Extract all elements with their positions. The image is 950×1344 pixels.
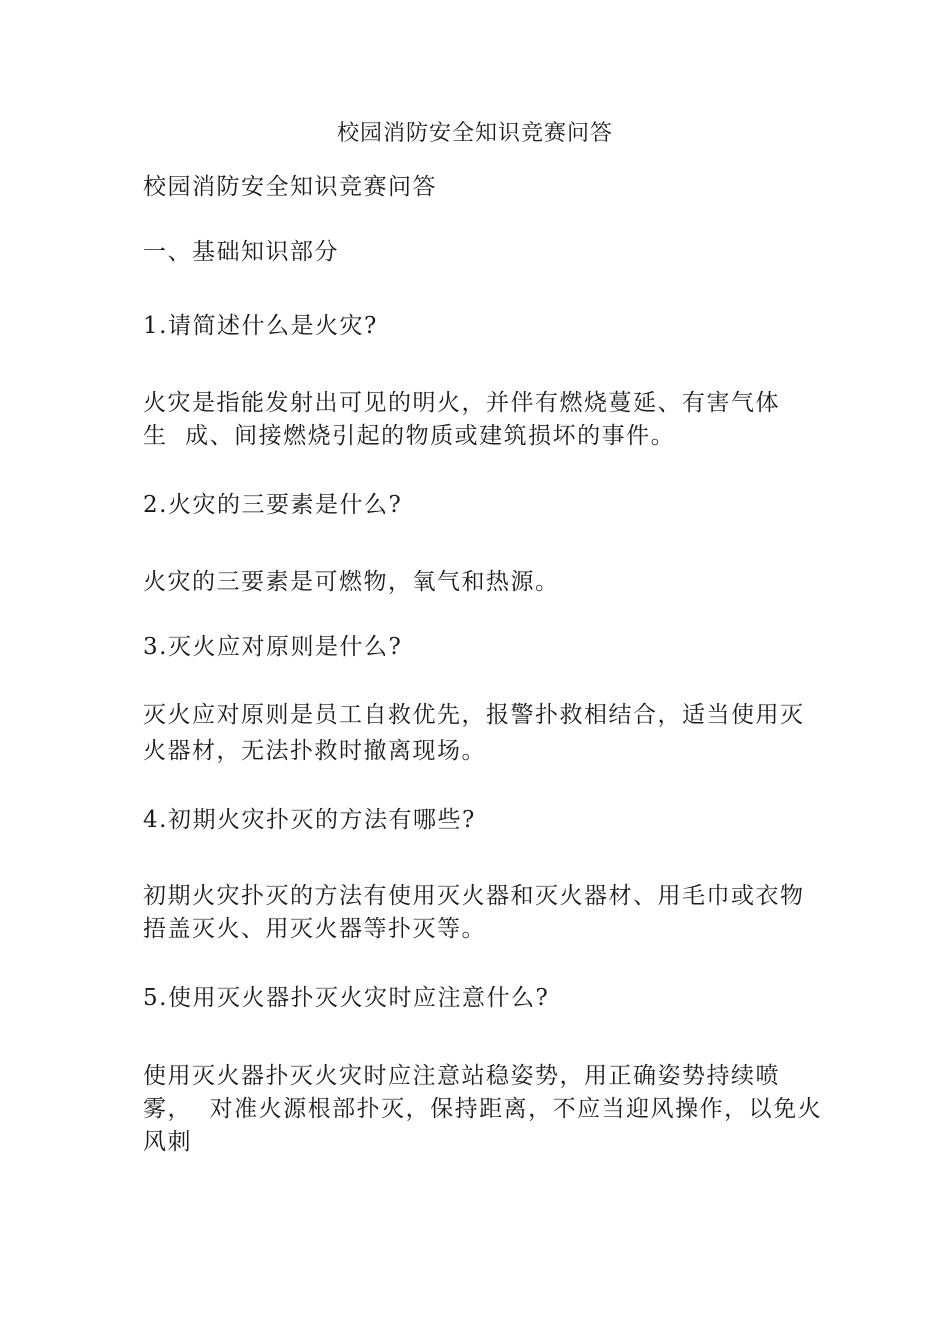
question-4: 4.初期火灾扑灭的方法有哪些?	[143, 807, 476, 833]
answer-5-line-2: 雾， 对准火源根部扑灭，保持距离，不应当迎风操作，以免火	[143, 1096, 823, 1122]
question-1: 1.请简述什么是火灾?	[143, 313, 378, 339]
answer-2-line-1: 火灾的三要素是可燃物，氧气和热源。	[143, 569, 560, 595]
question-3: 3.灭火应对原则是什么?	[143, 634, 403, 660]
document-subtitle: 校园消防安全知识竞赛问答	[143, 174, 437, 200]
answer-1-line-2: 生 成、间接燃烧引起的物质或建筑损坏的事件。	[143, 423, 676, 449]
answer-4-line-1: 初期火灾扑灭的方法有使用灭火器和灭火器材、用毛巾或衣物	[143, 883, 805, 909]
section-heading: 一、基础知识部分	[143, 239, 339, 265]
answer-1-line-1: 火灾是指能发射出可见的明火，并伴有燃烧蔓延、有害气体	[143, 390, 780, 416]
question-5: 5.使用灭火器扑灭火灾时应注意什么?	[143, 985, 550, 1011]
document-title: 校园消防安全知识竞赛问答	[336, 121, 613, 146]
answer-5-line-1: 使用灭火器扑灭火灾时应注意站稳姿势，用正确姿势持续喷	[143, 1063, 780, 1089]
answer-3-line-2: 火器材，无法扑救时撤离现场。	[143, 738, 486, 764]
answer-3-line-1: 灭火应对原则是员工自救优先，报警扑救相结合，适当使用灭	[143, 702, 805, 728]
question-2: 2.火灾的三要素是什么?	[143, 492, 403, 518]
answer-5-line-3: 风刺	[143, 1129, 192, 1155]
answer-4-line-2: 捂盖灭火、用灭火器等扑灭等。	[143, 916, 486, 942]
